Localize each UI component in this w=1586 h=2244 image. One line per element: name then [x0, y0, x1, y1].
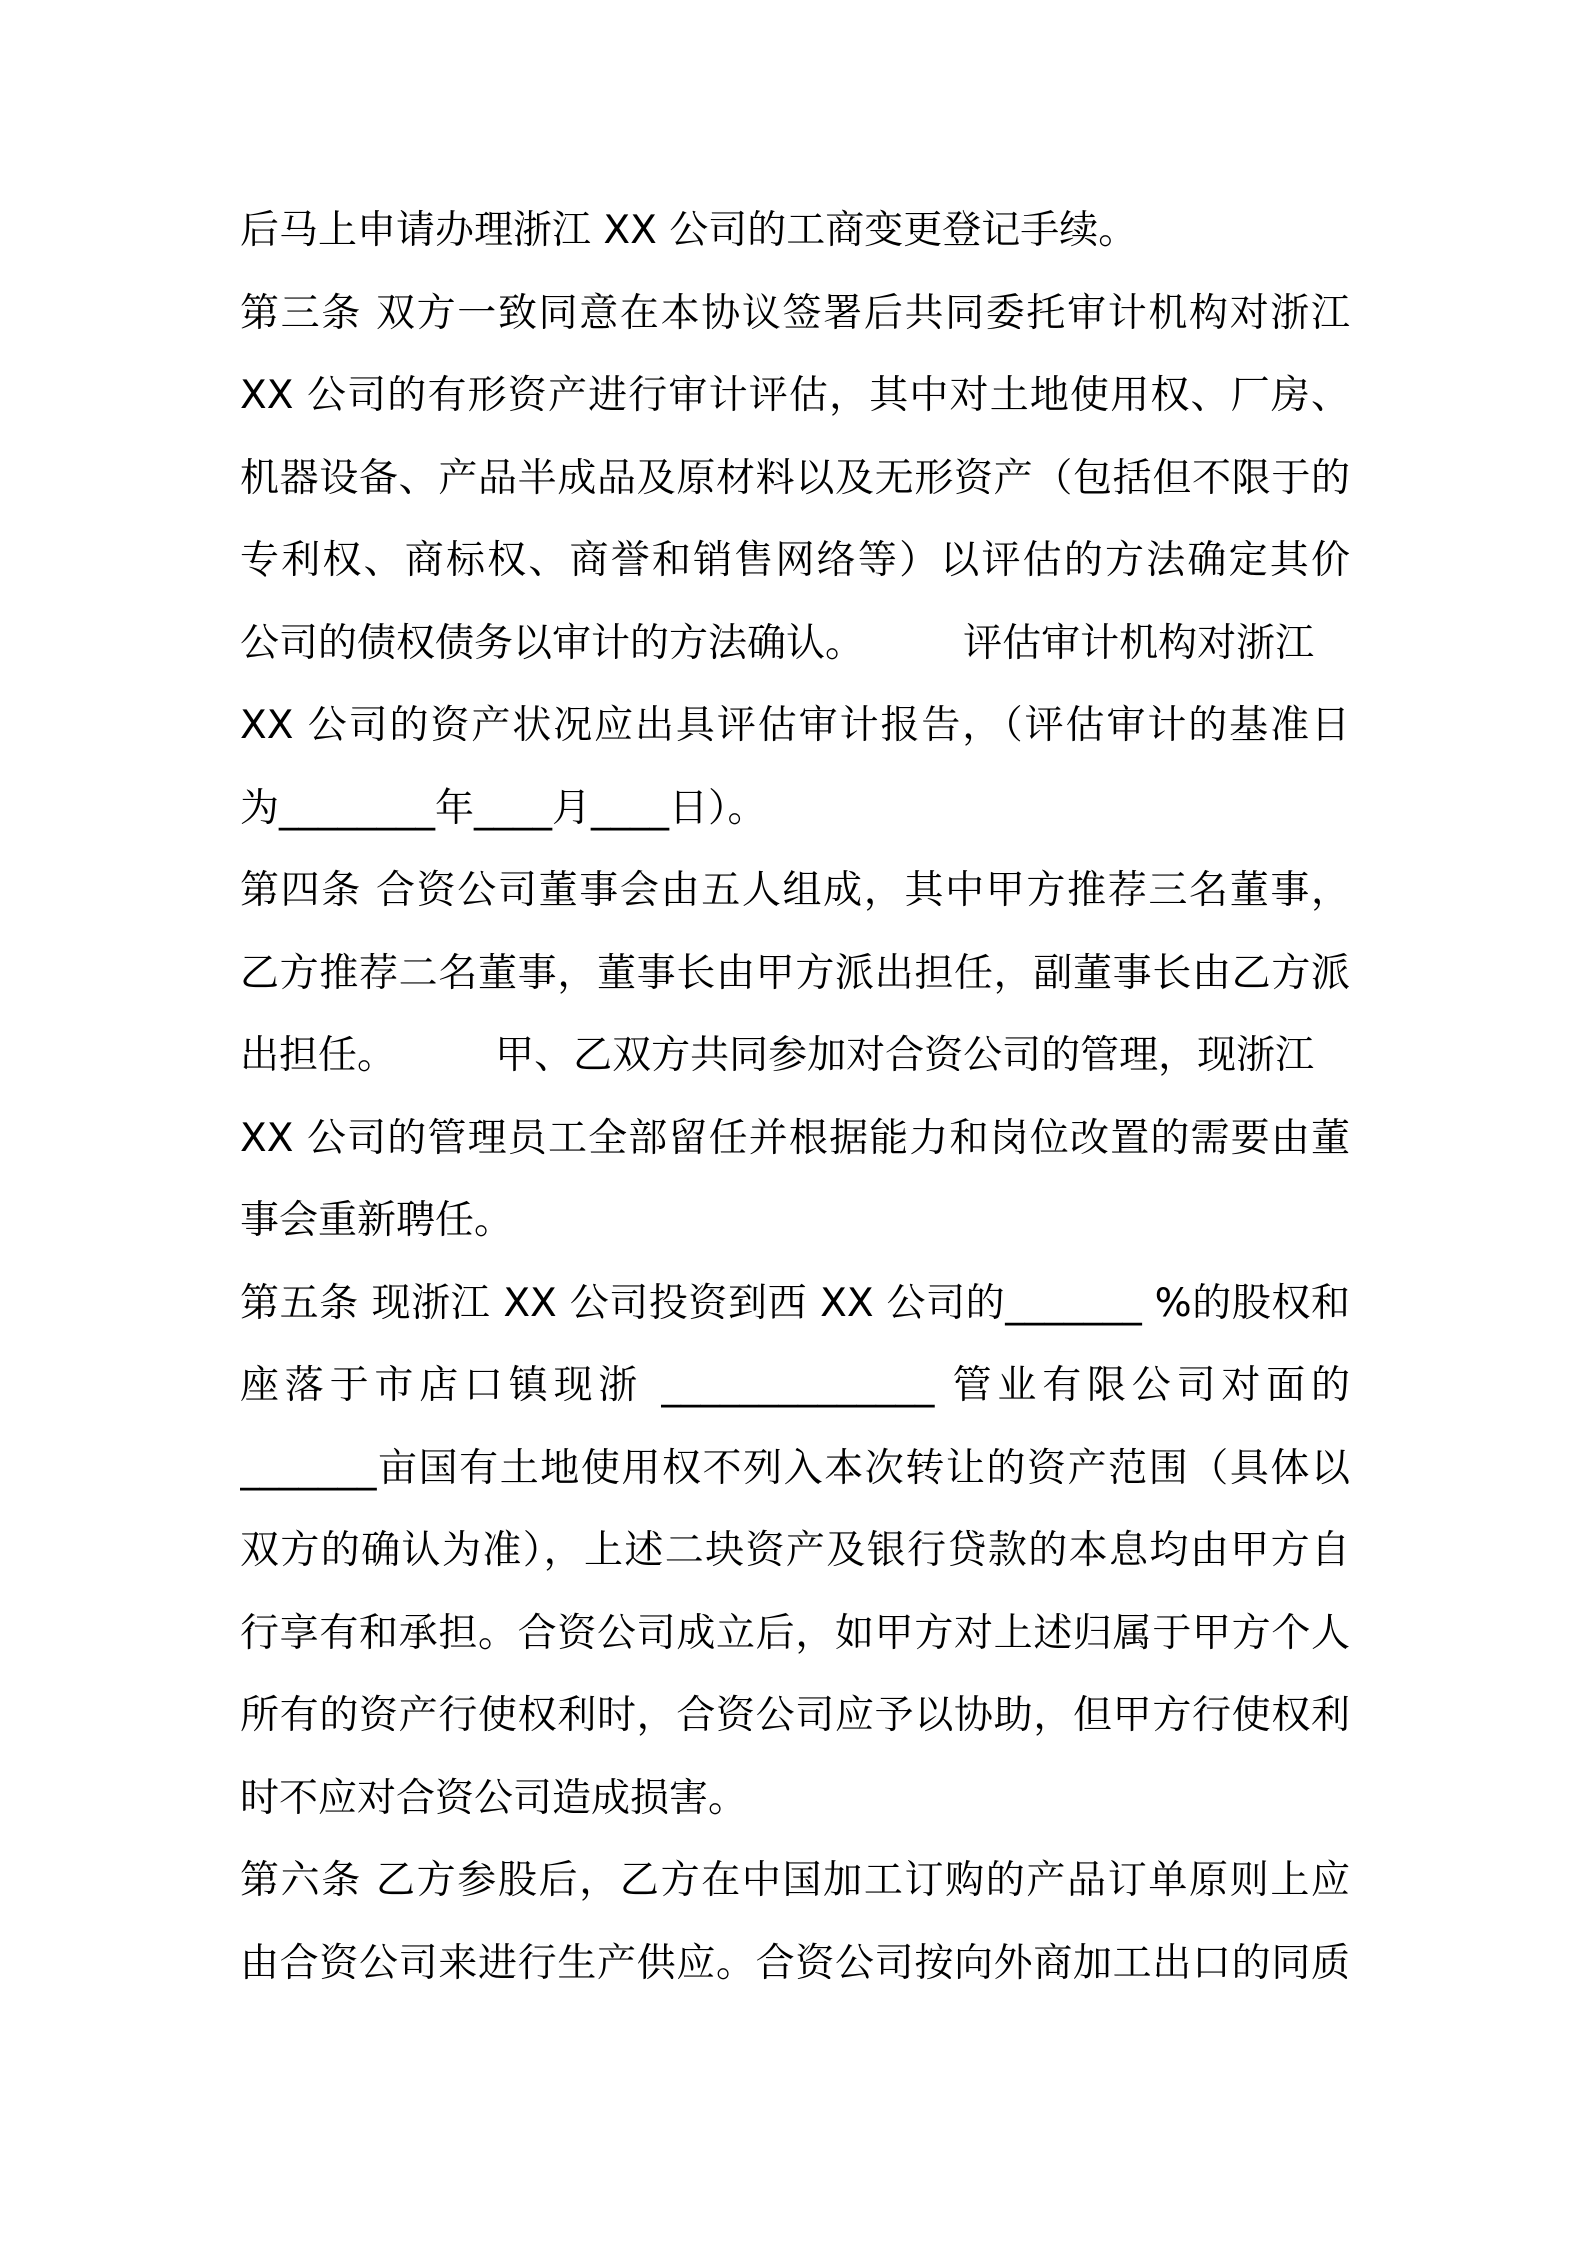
text-line: 出担任。 甲、乙双方共同参加对合资公司的管理，现浙江 — [240, 1033, 1315, 1078]
text-line: 为________年____月____日）。 — [240, 785, 767, 831]
contract-body — [240, 190, 1350, 2005]
text-line: 双方的确认为准），上述二块资产及银行贷款的本息均由甲方自 — [240, 1528, 1350, 1573]
text-line: 第四条 合资公司董事会由五人组成，其中甲方推荐三名董事， — [240, 868, 1350, 913]
text-line: _______亩国有土地使用权不列入本次转让的资产范围（具体以 — [240, 1445, 1350, 1491]
text-line: XX 公司的有形资产进行审计评估，其中对土地使用权、厂房、 — [240, 373, 1350, 418]
text-line: 时不应对合资公司造成损害。 — [240, 1775, 748, 1821]
text-line: 座落于市店口镇现浙 ______________ 管业有限公司对面的 — [240, 1363, 1350, 1408]
text-line: 第六条 乙方参股后，乙方在中国加工订购的产品订单原则上应 — [240, 1858, 1350, 1903]
text-line: XX 公司的管理员工全部留任并根据能力和岗位改置的需要由董 — [240, 1115, 1350, 1161]
text-line: XX 公司的资产状况应出具评估审计报告，（评估审计的基准日 — [240, 703, 1350, 748]
text-line: 事会重新聘任。 — [240, 1198, 514, 1243]
text-line: 行享有和承担。合资公司成立后，如甲方对上述归属于甲方个人 — [240, 1610, 1350, 1656]
text-line: 机器设备、产品半成品及原材料以及无形资产（包括但不限于的 — [240, 455, 1350, 501]
text-line: 后马上申请办理浙江 XX 公司的工商变更登记手续。 — [240, 208, 1138, 253]
text-line: 第五条 现浙江 XX 公司投资到西 XX 公司的_______ %的股权和 — [240, 1280, 1350, 1326]
text-line: 第三条 双方一致同意在本协议签署后共同委托审计机构对浙江 — [240, 290, 1350, 336]
text-line: 所有的资产行使权利时，合资公司应予以协助，但甲方行使权利 — [240, 1693, 1350, 1738]
text-line: 由合资公司来进行生产供应。合资公司按向外商加工出口的同质 — [240, 1940, 1350, 1986]
text-line: 乙方推荐二名董事，董事长由甲方派出担任，副董事长由乙方派 — [240, 950, 1350, 996]
text-line: 专利权、商标权、商誉和销售网络等）以评估的方法确定其价 — [240, 538, 1350, 583]
text-line: 公司的债权债务以审计的方法确认。 评估审计机构对浙江 — [240, 620, 1315, 666]
